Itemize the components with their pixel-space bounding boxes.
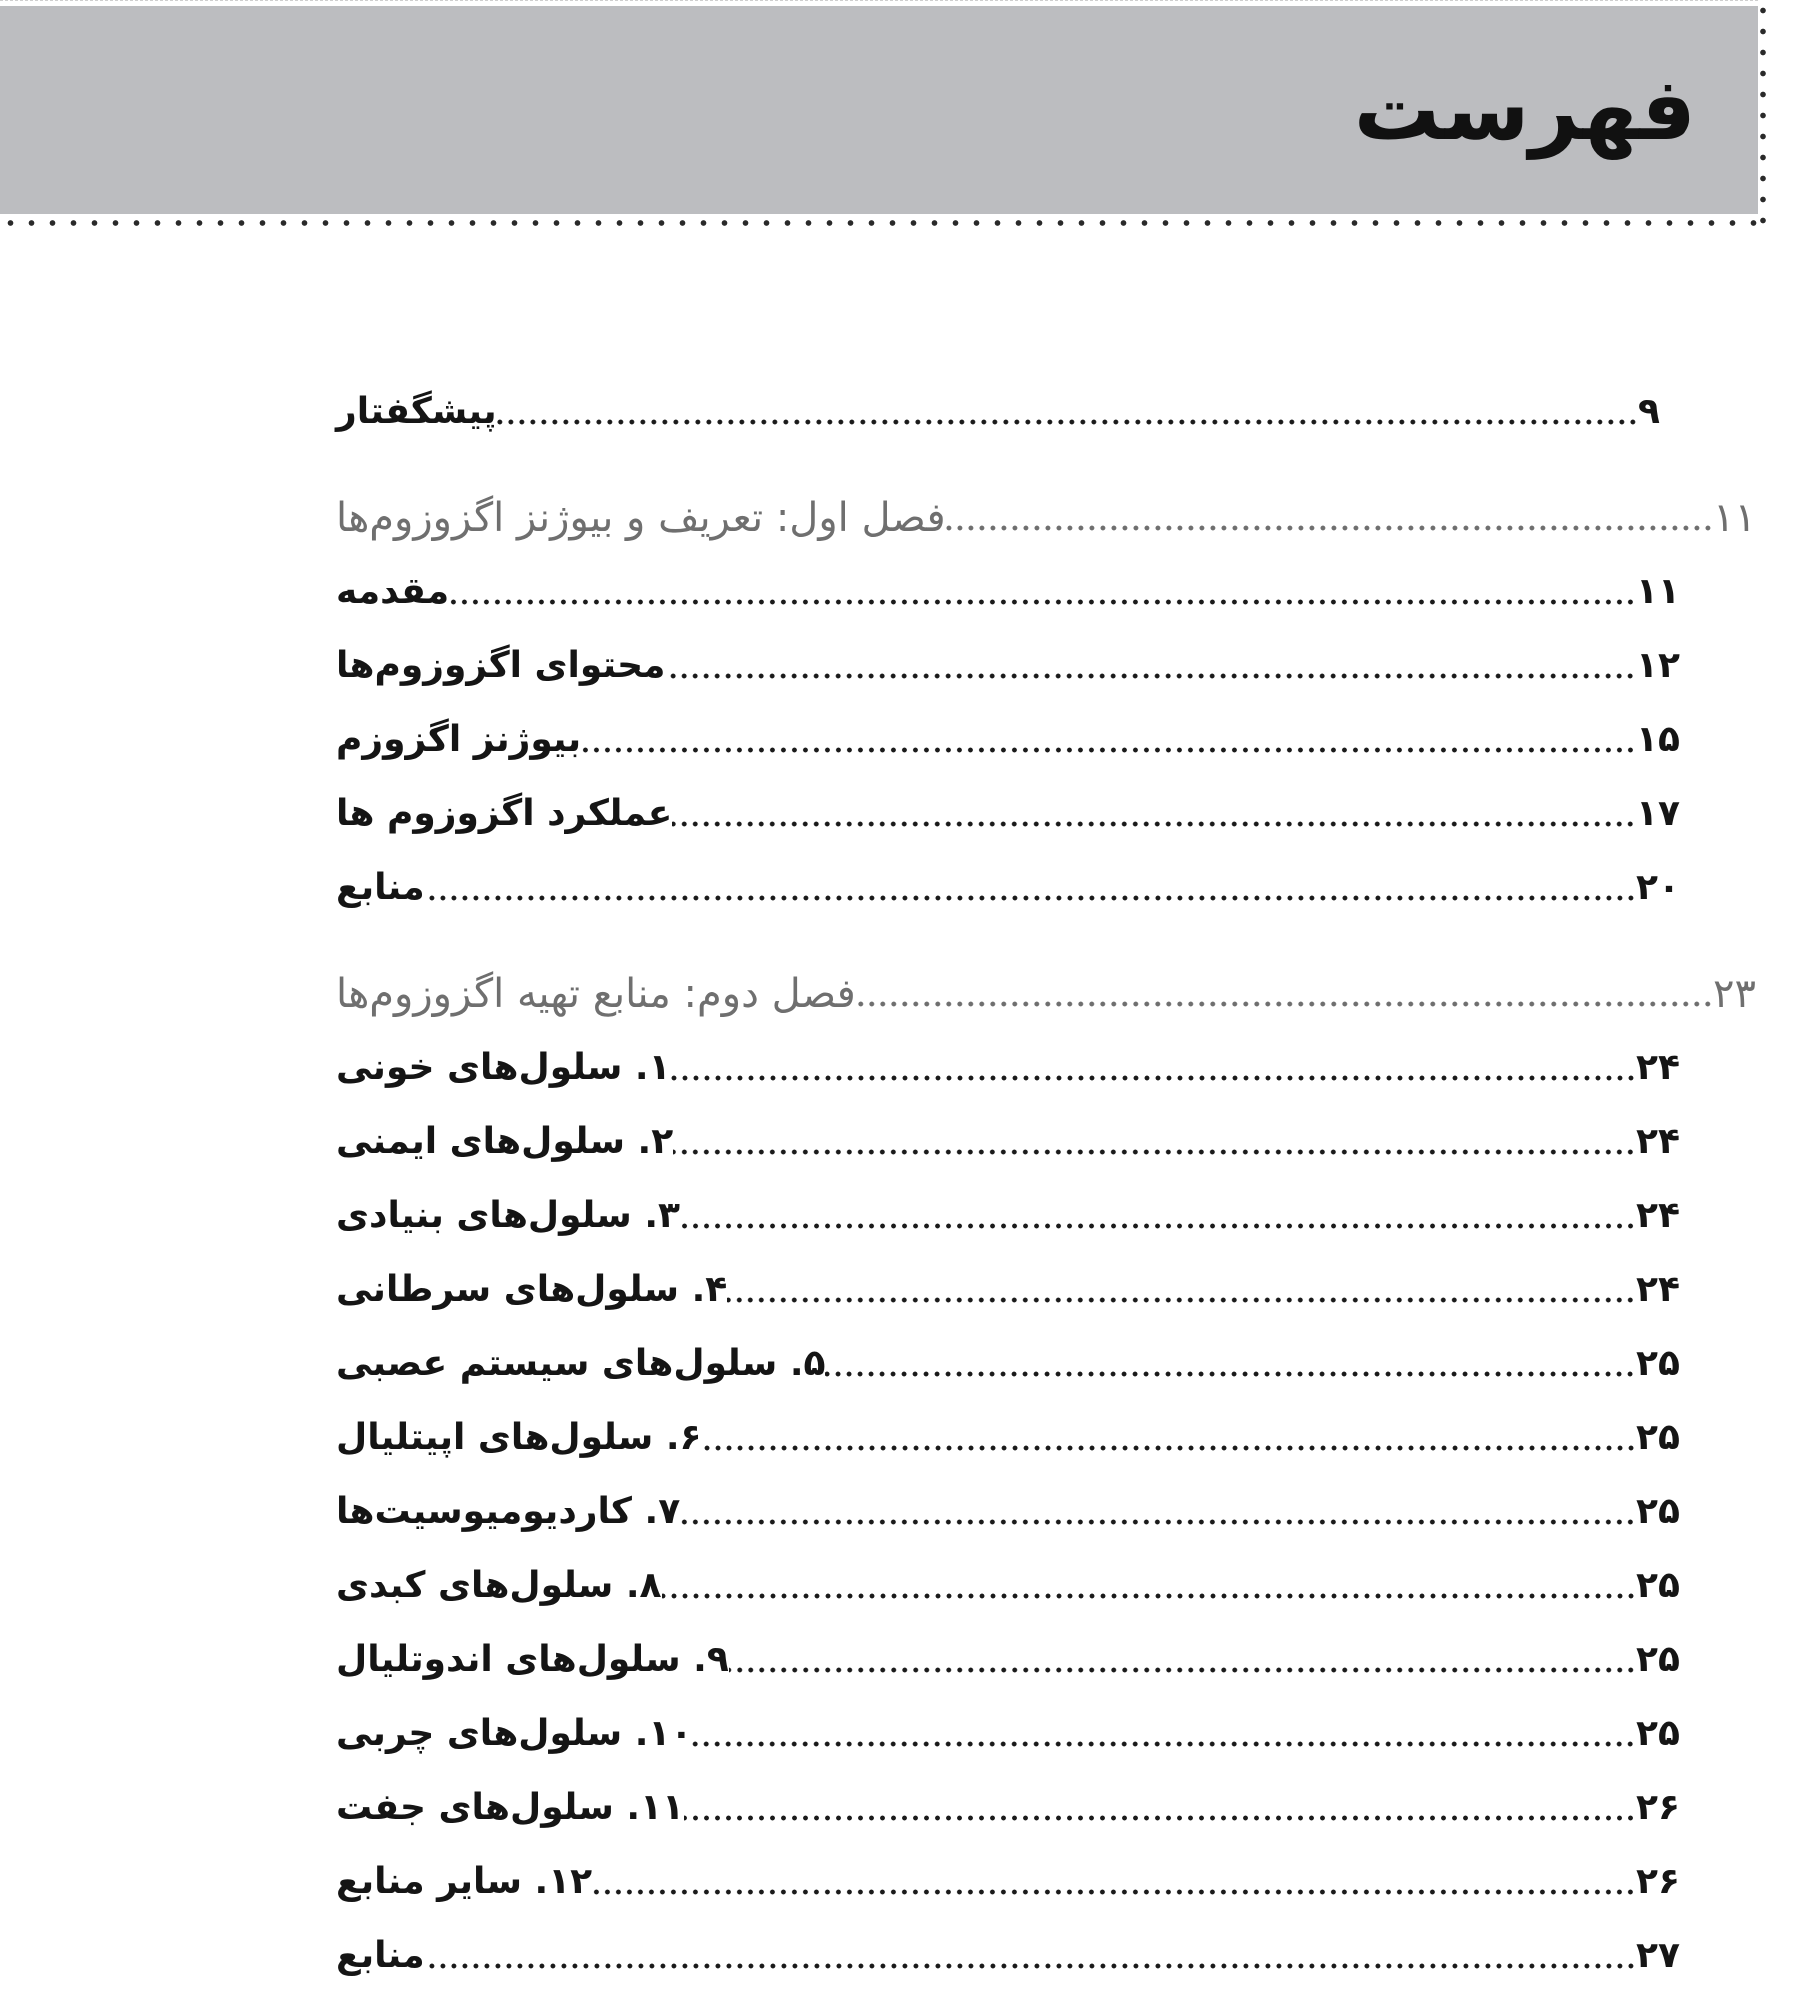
dot-leader bbox=[665, 672, 1636, 680]
toc-entry-title: ۹. سلول‌های اندوتلیال bbox=[336, 1639, 729, 1680]
toc-entry-title: ۲. سلول‌های ایمنی bbox=[336, 1121, 674, 1162]
toc-row[interactable] bbox=[330, 372, 1684, 436]
toc-row[interactable] bbox=[330, 626, 1684, 690]
toc-page-number: ۲۵ bbox=[1636, 1343, 1680, 1384]
toc-row[interactable] bbox=[330, 1916, 1684, 1980]
toc-entry-title: ۱۱. سلول‌های جفت bbox=[336, 1787, 685, 1828]
dot-leader bbox=[825, 1370, 1636, 1378]
toc-page-number: ۱۲ bbox=[1636, 645, 1680, 686]
toc-page-number: ۲۶ bbox=[1636, 1787, 1680, 1828]
toc-page-number: ۲۴ bbox=[1636, 1195, 1680, 1236]
dot-leader bbox=[662, 1592, 1637, 1600]
toc-page-number: ۲۴ bbox=[1636, 1047, 1680, 1088]
toc-entry-title: عملکرد اگزوزوم ها bbox=[336, 793, 673, 834]
dot-leader bbox=[680, 1222, 1636, 1230]
toc-page-number: ۲۵ bbox=[1636, 1417, 1680, 1458]
toc-entry-title: ۱۲. سایر منابع bbox=[336, 1861, 593, 1902]
toc-page-number: ۲۰ bbox=[1636, 867, 1680, 908]
dot-leader bbox=[425, 1962, 1636, 1970]
toc-page-number: ۲۵ bbox=[1636, 1565, 1680, 1606]
toc-entry-title: ۷. کاردیومیوسیت‌ها bbox=[336, 1491, 681, 1532]
toc-row[interactable] bbox=[330, 1028, 1684, 1092]
toc-row[interactable] bbox=[330, 1324, 1684, 1388]
toc-entry-title: ۱. سلول‌های خونی bbox=[336, 1047, 671, 1088]
toc-row[interactable] bbox=[330, 1472, 1684, 1536]
toc-entry-title: ۴. سلول‌های سرطانی bbox=[336, 1269, 728, 1310]
dot-leader bbox=[497, 418, 1638, 426]
dot-leader bbox=[692, 1740, 1636, 1748]
dot-leader bbox=[680, 1518, 1636, 1526]
toc-row[interactable] bbox=[330, 1768, 1684, 1832]
toc-row[interactable] bbox=[330, 848, 1684, 912]
dot-leader bbox=[671, 1074, 1636, 1082]
toc-page-number: ۱۱ bbox=[1636, 571, 1680, 612]
toc-entry-title: محتوای اگزوزوم‌ها bbox=[336, 645, 666, 686]
toc-row[interactable] bbox=[330, 1694, 1684, 1758]
toc-page-number: ۲۵ bbox=[1636, 1639, 1680, 1680]
page-title: فهرست bbox=[1353, 60, 1696, 160]
toc-page-number: ۱۱ bbox=[1713, 495, 1756, 541]
dot-leader bbox=[673, 1148, 1636, 1156]
toc-chapter-title: فصل اول: تعریف و بیوژنز اگزوزوم‌ها bbox=[336, 495, 946, 541]
toc-row[interactable] bbox=[330, 1102, 1684, 1166]
toc-chapter-row[interactable] bbox=[330, 478, 1760, 542]
toc-row[interactable] bbox=[330, 700, 1684, 764]
toc-page-number: ۲۶ bbox=[1636, 1861, 1680, 1902]
toc-page-number: ۲۵ bbox=[1636, 1491, 1680, 1532]
dot-leader bbox=[425, 894, 1636, 902]
dot-leader bbox=[856, 1000, 1713, 1008]
toc-page-number: ۲۴ bbox=[1636, 1269, 1680, 1310]
toc-row[interactable] bbox=[330, 1620, 1684, 1684]
toc-page-number: ۱۷ bbox=[1636, 793, 1680, 834]
dot-leader bbox=[672, 820, 1636, 828]
toc-page-number: ۲۳ bbox=[1713, 971, 1756, 1017]
dot-leader bbox=[729, 1666, 1636, 1674]
toc-chapter-title: فصل دوم: منابع تهیه اگزوزوم‌ها bbox=[336, 971, 856, 1017]
toc-page-number: ۱۵ bbox=[1636, 719, 1680, 760]
toc-chapter-row[interactable] bbox=[330, 954, 1760, 1018]
toc-row[interactable] bbox=[330, 774, 1684, 838]
toc-entry-title: منابع bbox=[336, 867, 425, 908]
toc-page-number: ۲۵ bbox=[1636, 1713, 1680, 1754]
toc-entry-title: ۵. سلول‌های سیستم عصبی bbox=[336, 1343, 826, 1384]
dot-leader bbox=[946, 524, 1713, 532]
toc-entry-title: ۳. سلول‌های بنیادی bbox=[336, 1195, 680, 1236]
toc-row[interactable] bbox=[330, 1842, 1684, 1906]
toc-entry-title: منابع bbox=[336, 1935, 425, 1976]
toc-entry-title: ۶. سلول‌های اپیتلیال bbox=[336, 1417, 702, 1458]
toc-entry-title: ۸. سلول‌های کبدی bbox=[336, 1565, 662, 1606]
toc-row[interactable] bbox=[330, 1398, 1684, 1462]
dot-leader bbox=[449, 598, 1636, 606]
dot-leader bbox=[684, 1814, 1636, 1822]
toc-page-number: ۲۷ bbox=[1636, 1935, 1680, 1976]
toc-row[interactable] bbox=[330, 1250, 1684, 1314]
dot-leader bbox=[592, 1888, 1636, 1896]
toc-entry-title: بیوژنز اگزوزم bbox=[336, 719, 582, 760]
dot-leader bbox=[581, 746, 1636, 754]
dot-leader bbox=[727, 1296, 1636, 1304]
toc-row[interactable] bbox=[330, 1546, 1684, 1610]
toc-row[interactable] bbox=[330, 1176, 1684, 1240]
toc-entry-title: مقدمه bbox=[336, 571, 450, 612]
toc-row[interactable] bbox=[330, 552, 1684, 616]
toc-page-number: ۲۴ bbox=[1636, 1121, 1680, 1162]
toc-entry-title: ۱۰. سلول‌های چربی bbox=[336, 1713, 693, 1754]
toc-page-number: ۹ bbox=[1638, 391, 1660, 432]
toc-entry-title: پیشگفتار bbox=[336, 391, 497, 432]
dot-leader bbox=[702, 1444, 1637, 1452]
